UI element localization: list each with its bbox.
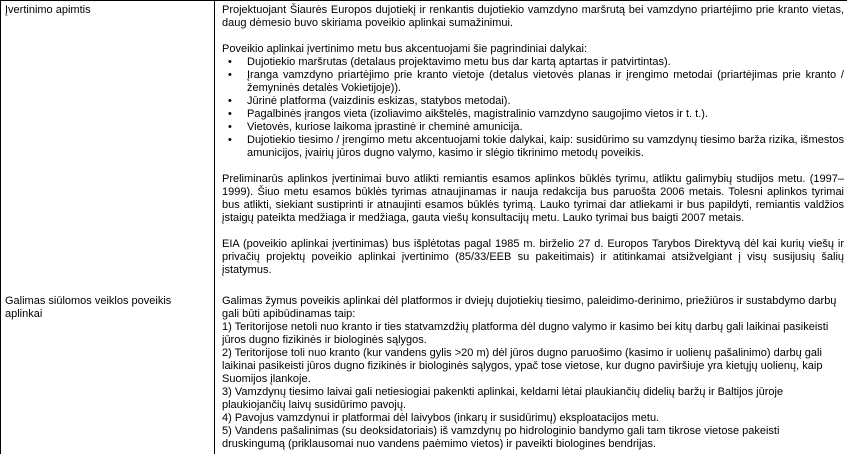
list-item: • Jūrinė platforma (vaizdinis eskizas, statybos metodai). bbox=[222, 95, 844, 108]
numbered-item: 3) Vamzdynų tiesimo laivai gali netiesiogiai pakenkti aplinkai, keldami lėtai plaukiančių didelių baržų ir Baltijos jūroje plaukiojančių laivų susidūrimo pavojų. bbox=[222, 386, 784, 411]
numbered-item: 1) Teritorijose netoli nuo kranto ir ties statvamzdžių platforma dėl dugno valymo ir kasimo bei kitų darbų gali laikinai pasikeisti jūros dugno fizikinės ir biologinės sąlygos. bbox=[222, 321, 829, 346]
list-item: • Dujotiekio maršrutas (detalaus projektavimo metu bus dar kartą aptartas ir patvirtintas). bbox=[222, 56, 844, 69]
list-item: • Įranga vamzdyno priartėjimo prie kranto vietoje (detalus vietovės planas ir įrengimo metodai (priartėjimas prie kranto / žemyninės detalės Vokietijoje)). bbox=[222, 69, 844, 95]
paragraph-impact-intro: Galimas žymus poveikis aplinkai dėl platformos ir dviejų dujotiekių tiesimo, paleidimo-derinimo, priežiūros ir sustabdymo darbų gali būti apibūdinamas taip: bbox=[222, 295, 837, 320]
paragraph-eia-directive: EIA (poveikio aplinkai įvertinimas) bus išplėtotas pagal 1985 m. birželio 27 d. Europos Tarybos Direktyvą dėl kai kurių viešų ir privačių projektų poveikio aplinkai įvertinimo (85/33/EEB su pakeitimais) ir atitinkamai atsižvelgiant į visų susijusių šalių įstatymus. bbox=[222, 238, 844, 276]
numbered-item: 2) Teritorijose toli nuo kranto (kur vandens gylis >20 m) dėl jūros dugno paruošimo (kasimo ir uolienų pašalinimo) darbų gali laikinai pasikeisti jūros dugno fizikinės ir biologinės sąlygos, ypač tose vietose, kur dugno paviršiuje yra kietųjų uolienų, kaip Suomijos įlankoje. bbox=[222, 347, 823, 385]
numbered-item: 4) Pavojus vamzdynui ir platformai dėl laivybos (inkarų ir susidūrimų) eksploatacijos metu. bbox=[222, 412, 660, 424]
list-item: • Pagalbinės įrangos vieta (izoliavimo aikštelės, magistralinio vamzdyno saugojimo vietos ir t. t.). bbox=[222, 108, 844, 121]
row-label-text: Įvertinimo apimtis bbox=[5, 4, 91, 16]
numbered-item: 5) Vandens pašalinimas (su deoksidatoriais) iš vamzdynų po hidrologinio bandymo gali tam tikrose vietose pakeisti druskingumą (priklausomai nuo vandens paėmimo vietos) ir paveikti biologines bendrijas. bbox=[222, 425, 780, 450]
row-label-text: Galimas siūlomos veiklos poveikis aplinkai bbox=[5, 295, 172, 320]
assessment-topics-list bbox=[222, 56, 844, 160]
paragraph-intro-design: Projektuojant Šiaurės Europos dujotiekį ir renkantis dujotiekio vamzdyno maršrutą bei vamzdyno priartėjimo prie kranto vietas, daug dėmesio buvo skiriama poveikio aplinkai sumažinimui. bbox=[222, 4, 844, 29]
paragraph-bullets-intro: Poveikio aplinkai įvertinimo metu bus akcentuojami šie pagrindiniai dalykai: bbox=[222, 43, 588, 55]
list-item: • Dujotiekio tiesimo / įrengimo metu akcentuojami tokie dalykai, kaip: susidūrimo su vamzdynų tiesimo barža rizika, išmestos amunicijos, įvairių jūros dugno valymo, kasimo ir slėgio tikrinimo metodų poveikis. bbox=[222, 134, 844, 160]
paragraph-preliminary-studies: Preliminarūs aplinkos įvertinimai buvo atlikti remiantis esamos aplinkos būklės tyrimu, atliktu galimybių studijos metu. (1997–1999). Šiuo metu esamos būklės tyrimas atnaujinamas ir nauja redakcija bus paruošta 2006 metais. Tolesni aplinkos tyrimai bus atlikti, siekiant sustiprinti ir atnaujinti esamos būklės tyrimą. Lauko tyrimai dar atliekami ir bus papildyti, remiantis valdžios įstaigų pateikta medžiaga ir medžiaga, gauta viešų konsultacijų metu. Lauko tyrimai bus baigti 2007 metais. bbox=[222, 173, 844, 224]
row-content-assessment-scope bbox=[214, 1, 847, 292]
row-label-possible-impact bbox=[1, 292, 214, 454]
row-content-possible-impact bbox=[214, 292, 847, 454]
list-item: • Vietovės, kuriose laikoma įprastinė ir cheminė amunicija. bbox=[222, 121, 844, 134]
row-label-assessment-scope bbox=[1, 1, 214, 292]
